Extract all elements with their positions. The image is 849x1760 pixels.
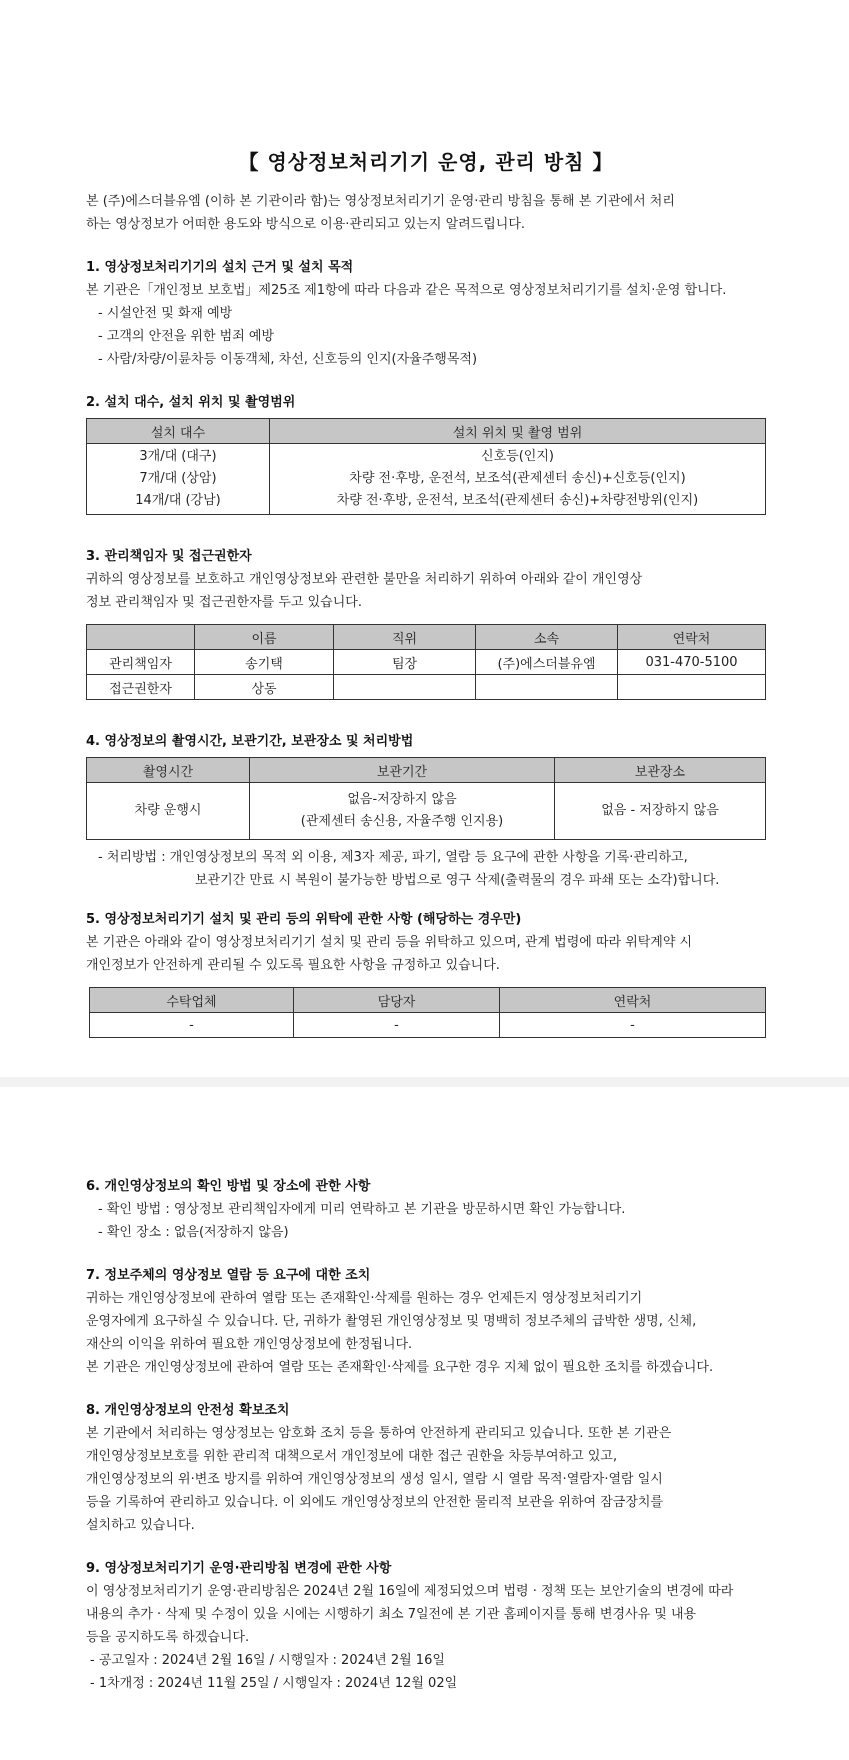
list-item: - 사람/차량/이륜차등 이동객체, 차선, 신호등의 인지(자율주행목적): [98, 352, 478, 367]
section-3-body: 정보 관리책임자 및 접근권한자를 두고 있습니다.: [86, 595, 362, 610]
document-title: 【 영상정보처리기기 운영, 관리 방침 】: [238, 150, 614, 174]
table-cell: 없음 - 저장하지 않음: [555, 783, 766, 840]
table-cell: [334, 675, 476, 700]
section-9-body: 내용의 추가 · 삭제 및 수정이 있을 시에는 시행하기 최소 7일전에 본 기관 홈페이지를 통해 변경사유 및 내용: [86, 1607, 697, 1622]
section-1-heading: 1. 영상정보처리기기의 설치 근거 및 설치 목적: [86, 260, 354, 275]
table-cell: -: [294, 1013, 500, 1038]
intro-paragraph: [86, 190, 766, 236]
revision-date: - 1차개정 : 2024년 11월 25일 / 시행일자 : 2024년 12월 02일: [90, 1676, 458, 1691]
list-item: - 확인 장소 : 없음(저장하지 않음): [98, 1225, 289, 1240]
notice-date: - 공고일자 : 2024년 2월 16일 / 시행일자 : 2024년 2월 16일: [90, 1653, 445, 1668]
section-8-body: 개인영상정보보호를 위한 관리적 대책으로서 개인정보에 대한 접근 권한을 차등부여하고 있고,: [86, 1449, 618, 1464]
table-cell: [87, 444, 270, 515]
processing-note-line: - 처리방법 : 개인영상정보의 목적 외 이용, 제3자 제공, 파기, 열람 등 요구에 관한 사항을 기록·관리하고,: [98, 850, 688, 865]
table-cell: -: [500, 1013, 766, 1038]
section-7-body: 귀하는 개인영상정보에 관하여 열람 또는 존재확인·삭제를 원하는 경우 언제든지 영상정보처리기기: [86, 1291, 643, 1306]
section-3-body: 귀하의 영상정보를 보호하고 개인영상정보와 관련한 불만을 처리하기 위하여 아래와 같이 개인영상: [86, 572, 643, 587]
table-cell: (주)에스더블유엠: [476, 650, 618, 675]
table-cell: 상동: [195, 675, 334, 700]
table-cell: [250, 783, 555, 840]
section-7-body: 본 기관은 개인영상정보에 관하여 열람 또는 존재확인·삭제를 요구한 경우 지체 없이 필요한 조치를 하겠습니다.: [86, 1360, 714, 1375]
retention-period-note: (관제센터 송신용, 자율주행 인지용): [300, 814, 504, 829]
retention-period: 없음-저장하지 않음: [347, 792, 457, 807]
section-8-body: 개인영상정보의 위·변조 방지를 위하여 개인영상정보의 생성 일시, 열람 시 열람 목적·열람자·열람 일시: [86, 1472, 663, 1487]
document-page-2: [0, 1087, 849, 1760]
table-header: 담당자: [294, 988, 500, 1013]
section-7-body: 운영자에게 요구하실 수 있습니다. 단, 귀하가 촬영된 개인영상정보 및 명백히 정보주체의 급박한 생명, 신체,: [86, 1314, 697, 1329]
installation-table: [86, 418, 766, 515]
install-count: 3개/대 (대구): [139, 449, 217, 464]
table-header: 보관장소: [555, 758, 766, 783]
table-row: [87, 675, 766, 700]
table-header: 소속: [476, 625, 618, 650]
section-6-heading: 6. 개인영상정보의 확인 방법 및 장소에 관한 사항: [86, 1179, 371, 1194]
table-cell: 송기택: [195, 650, 334, 675]
section-5-body: 본 기관은 아래와 같이 영상정보처리기기 설치 및 관리 등을 위탁하고 있으며, 관계 법령에 따라 위탁계약 시: [86, 935, 693, 950]
table-header: 연락처: [500, 988, 766, 1013]
section-9: [86, 1557, 766, 1695]
table-cell: 031-470-5100: [618, 650, 766, 675]
table-header: 연락처: [618, 625, 766, 650]
section-1-body: 본 기관은「개인정보 보호법」제25조 제1항에 따라 다음과 같은 목적으로 영상정보처리기기를 설치·운영 합니다.: [86, 283, 727, 298]
install-count: 14개/대 (강남): [135, 493, 221, 508]
section-3: [86, 545, 766, 700]
table-cell: 관리책임자: [87, 650, 195, 675]
table-cell: 차량 운행시: [87, 783, 250, 840]
intro-line: 본 (주)에스더블유엠 (이하 본 기관이라 함)는 영상정보처리기기 운영·관리 방침을 통해 본 기관에서 처리: [86, 194, 675, 209]
processing-note: [86, 846, 766, 892]
table-header: 설치 위치 및 촬영 범위: [270, 419, 766, 444]
section-9-body: 등을 공지하도록 하겠습니다.: [86, 1630, 250, 1645]
processing-note-line: 보관기간 만료 시 복원이 불가능한 방법으로 영구 삭제(출력물의 경우 파쇄 또는 소각)합니다.: [195, 873, 720, 888]
consignment-table: [89, 987, 766, 1038]
section-5: [86, 908, 766, 1038]
section-7-heading: 7. 정보주체의 영상정보 열람 등 요구에 대한 조치: [86, 1268, 371, 1283]
table-cell: -: [90, 1013, 294, 1038]
section-8-heading: 8. 개인영상정보의 안전성 확보조치: [86, 1403, 290, 1418]
section-8-body: 설치하고 있습니다.: [86, 1518, 195, 1533]
table-header: 직위: [334, 625, 476, 650]
section-2-heading: 2. 설치 대수, 설치 위치 및 촬영범위: [86, 395, 296, 410]
section-4: [86, 730, 766, 892]
table-row: [87, 650, 766, 675]
install-range: 신호등(인지): [481, 449, 554, 464]
table-header: 이름: [195, 625, 334, 650]
table-cell: [476, 675, 618, 700]
table-cell: 접근권한자: [87, 675, 195, 700]
retention-table: [86, 757, 766, 840]
section-4-heading: 4. 영상정보의 촬영시간, 보관기간, 보관장소 및 처리방법: [86, 734, 414, 749]
section-7: [86, 1264, 766, 1379]
install-range: 차량 전·후방, 운전석, 보조석(관제센터 송신)+신호등(인지): [349, 471, 686, 486]
table-header: 보관기간: [250, 758, 555, 783]
section-3-heading: 3. 관리책임자 및 접근권한자: [86, 549, 252, 564]
install-range: 차량 전·후방, 운전석, 보조석(관제센터 송신)+차량전방위(인지): [336, 493, 699, 508]
table-cell: [618, 675, 766, 700]
section-2: [86, 391, 766, 515]
section-8-body: 본 기관에서 처리하는 영상정보는 암호화 조치 등을 통하여 안전하게 관리되고 있습니다. 또한 본 기관은: [86, 1426, 672, 1441]
section-9-body: 이 영상정보처리기기 운영·관리방침은 2024년 2월 16일에 제정되었으며 법령 · 정책 또는 보안기술의 변경에 따라: [86, 1584, 734, 1599]
manager-table: [86, 624, 766, 700]
section-1: [86, 256, 766, 371]
table-header: 수탁업체: [90, 988, 294, 1013]
section-8-body: 등을 기록하여 관리하고 있습니다. 이 외에도 개인영상정보의 안전한 물리적 보관을 위하여 잠금장치를: [86, 1495, 664, 1510]
table-header: 촬영시간: [87, 758, 250, 783]
section-8: [86, 1399, 766, 1537]
intro-line: 하는 영상정보가 어떠한 용도와 방식으로 이용·관리되고 있는지 알려드립니다.: [86, 217, 526, 232]
section-9-heading: 9. 영상정보처리기기 운영·관리방침 변경에 관한 사항: [86, 1561, 392, 1576]
list-item: - 확인 방법 : 영상정보 관리책임자에게 미리 연락하고 본 기관을 방문하시면 확인 가능합니다.: [98, 1202, 626, 1217]
list-item: - 시설안전 및 화재 예방: [98, 306, 233, 321]
section-5-body: 개인정보가 안전하게 관리될 수 있도록 필요한 사항을 규정하고 있습니다.: [86, 958, 500, 973]
list-item: - 고객의 안전을 위한 범죄 예방: [98, 329, 275, 344]
table-cell: [270, 444, 766, 515]
section-5-heading: 5. 영상정보처리기기 설치 및 관리 등의 위탁에 관한 사항 (해당하는 경우만): [86, 912, 522, 927]
table-row: [90, 1013, 766, 1038]
table-cell: 팀장: [334, 650, 476, 675]
section-7-body: 재산의 이익을 위하여 필요한 개인영상정보에 한정됩니다.: [86, 1337, 413, 1352]
section-6: [86, 1175, 766, 1244]
install-count: 7개/대 (상암): [139, 471, 217, 486]
table-header: [87, 625, 195, 650]
table-row: [87, 783, 766, 840]
table-header: 설치 대수: [87, 419, 270, 444]
